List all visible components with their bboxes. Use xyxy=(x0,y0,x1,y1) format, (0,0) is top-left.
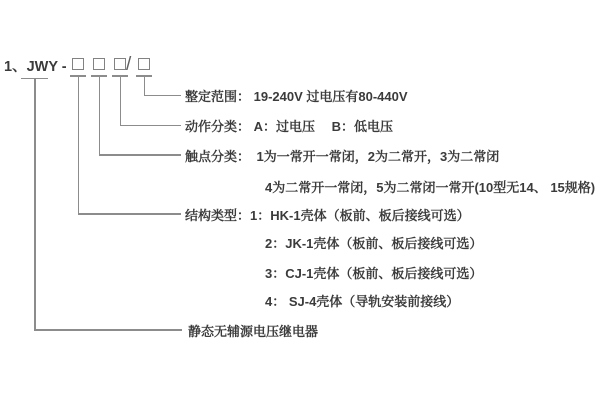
connector-contact-vertical xyxy=(99,77,101,156)
connector-range-vertical xyxy=(144,77,146,97)
label-contact-class-cont: 4为二常开一常闭，5为二常闭一常开(10型无14、 15规格) xyxy=(265,180,596,195)
connector-contact-horizontal xyxy=(99,154,181,156)
connector-action-vertical xyxy=(120,77,122,127)
digit-box-action-class xyxy=(114,58,126,70)
label-structure-type-3: 3：CJ-1壳体（板前、板后接线可选） xyxy=(265,265,483,281)
label-contact-class: 触点分类： 1为一常开一常闭，2为二常开，3为二常闭 xyxy=(185,148,500,164)
digit-box-structure-type xyxy=(72,58,84,70)
label-structure-type: 结构类型：1：HK-1壳体（板前、板后接线可选） xyxy=(185,207,470,223)
separator-slash-icon: / xyxy=(126,54,132,75)
model-number-title: 1、JWY - xyxy=(4,59,67,75)
connector-product-horizontal xyxy=(34,329,182,331)
label-action-class: 动作分类： A：过电压 B：低电压 xyxy=(185,119,394,134)
label-setting-range: 整定范围： 19-240V 过电压有80-440V xyxy=(185,89,408,104)
connector-structure-horizontal xyxy=(78,213,181,215)
digit-box-setting-range xyxy=(138,58,150,70)
connector-action-horizontal xyxy=(120,125,181,127)
connector-structure-vertical xyxy=(78,77,80,215)
connector-range-horizontal xyxy=(144,95,181,97)
digit-box-contact-class xyxy=(93,58,105,70)
connector-product-vertical xyxy=(34,79,36,330)
label-product-name: 静态无辅源电压继电器 xyxy=(188,324,319,339)
label-structure-type-2: 2：JK-1壳体（板前、板后接线可选） xyxy=(265,236,483,251)
label-structure-type-4: 4： SJ-4壳体（导轨安装前接线） xyxy=(265,294,460,309)
